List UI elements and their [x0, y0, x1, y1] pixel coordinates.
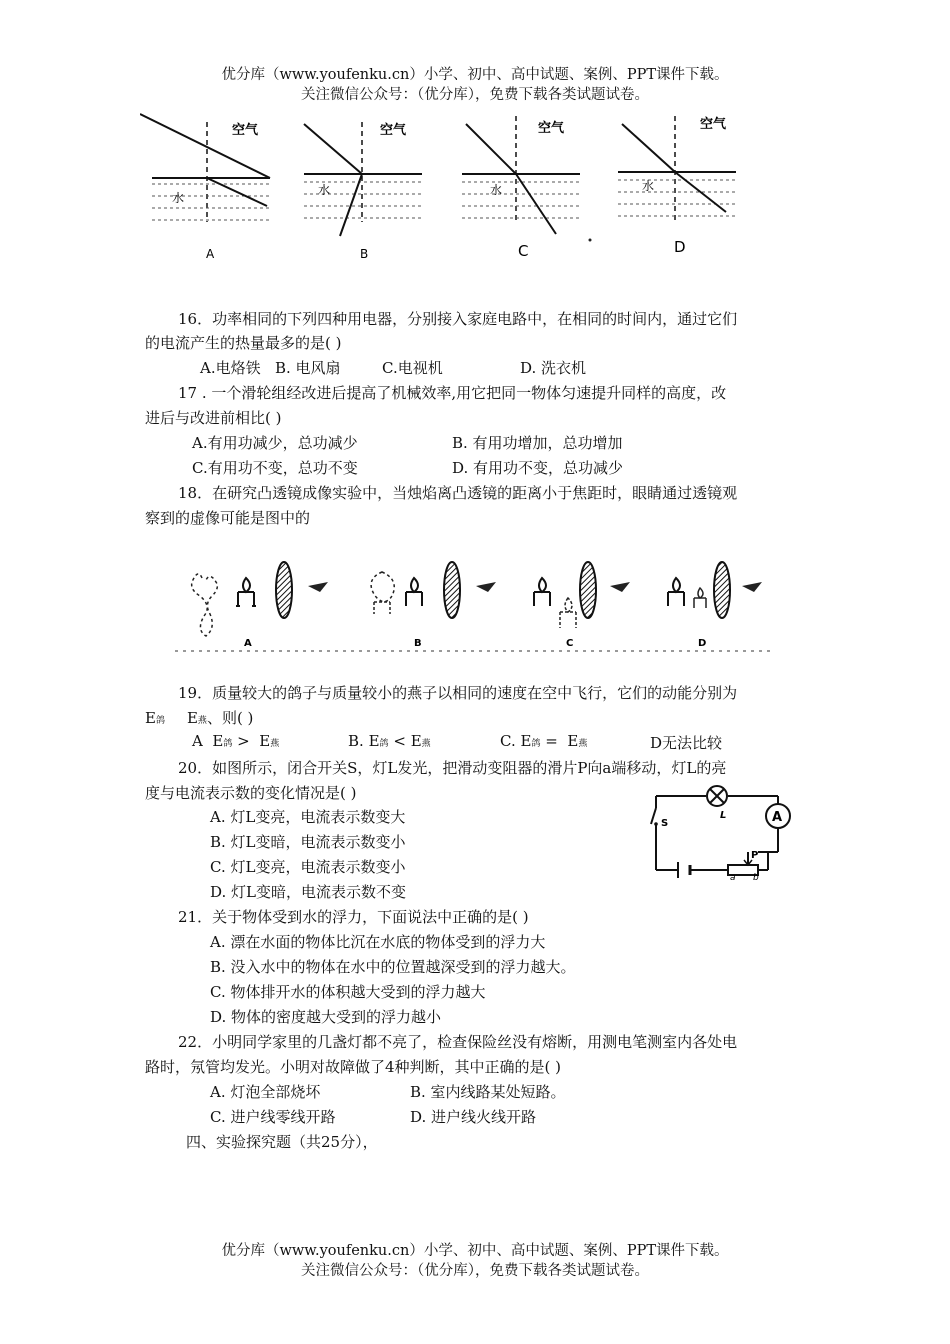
air-label-a: 空气: [232, 123, 259, 138]
q21-stem: 21．关于物体受到水的浮力，下面说法中正确的是( ): [178, 908, 529, 926]
q17-option-b: B. 有用功增加，总功增加: [452, 434, 623, 452]
q21-option-a: A. 漂在水面的物体比沉在水底的物体受到的浮力大: [210, 933, 546, 951]
q20-option-c: C. 灯L变亮，电流表示数变小: [210, 858, 406, 876]
q22-option-c: C. 进户线零线开路: [210, 1108, 336, 1126]
q16-stem-line-1: 16．功率相同的下列四种用电器，分别接入家庭电路中，在相同的时间内，通过它们: [178, 310, 738, 328]
q19-stem-line-2: E鸽 E燕、则( ): [145, 709, 254, 727]
switch-symbol: [651, 808, 658, 826]
lamp-label: L: [720, 810, 727, 821]
lens-label-a: A: [244, 638, 252, 649]
q21-option-b: B. 没入水中的物体在水中的位置越深受到的浮力越大。: [210, 958, 576, 976]
lens-option-d: [668, 562, 762, 649]
lamp-symbol: [707, 786, 727, 806]
air-label-c: 空气: [538, 121, 565, 136]
q20-stem-line-2: 度与电流表示数的变化情况是( ): [145, 784, 357, 802]
footer-line-2: 关注微信公众号：（优分库），免费下载各类试题试卷。: [301, 1263, 649, 1279]
q16-option-c: C.电视机: [382, 359, 443, 377]
lens-label-c: C: [566, 638, 574, 649]
water-label-c: 水: [490, 183, 503, 197]
refraction-option-c: [462, 116, 580, 260]
q16-option-d: D. 洗衣机: [520, 359, 587, 377]
q19-option-b: B. E鸽 < E燕: [348, 732, 431, 750]
section-4-title: 四、实验探究题（共25分），: [186, 1133, 378, 1151]
refraction-option-d: [618, 116, 736, 256]
q21-option-c: C. 物体排开水的体积越大受到的浮力越大: [210, 983, 486, 1001]
water-label-b: 水: [318, 183, 331, 197]
lens-option-a: [192, 562, 328, 649]
q22-option-a: A. 灯泡全部烧坏: [210, 1083, 321, 1101]
q20-option-d: D. 灯L变暗，电流表示数不变: [210, 883, 406, 901]
q21-option-d: D. 物体的密度越大受到的浮力越小: [210, 1008, 442, 1026]
lens-figure: [170, 548, 780, 658]
q22-stem-line-2: 路时，氖管均发光。小明对故障做了4种判断，其中正确的是( ): [145, 1058, 562, 1076]
q16-stem-line-2: 的电流产生的热量最多的是( ): [145, 334, 342, 352]
footer-line-1: 优分库（www.youfenku.cn）小学、初中、高中试题、案例、PPT课件下载。: [221, 1243, 729, 1259]
ammeter-label: A: [772, 810, 783, 825]
circuit-diagram: [648, 780, 808, 880]
lens-option-c: [534, 562, 630, 649]
q20-option-a: A. 灯L变亮，电流表示数变大: [210, 808, 406, 826]
refraction-option-a: [140, 114, 270, 261]
option-label-a: A: [206, 247, 215, 261]
battery-symbol: [678, 862, 690, 878]
end-a-label: a: [730, 873, 736, 880]
header-line-2: 关注微信公众号：（优分库），免费下载各类试题试卷。: [301, 87, 649, 103]
lens-label-b: B: [414, 638, 422, 649]
q18-stem-line-2: 察到的虚像可能是图中的: [145, 509, 311, 527]
q22-stem-line-1: 22．小明同学家里的几盏灯都不亮了，检查保险丝没有熔断，用测电笔测室内各处电: [178, 1033, 738, 1051]
end-b-label: b: [753, 873, 759, 880]
option-label-c: C: [518, 242, 529, 260]
water-label-d: 水: [642, 179, 655, 193]
slider-label: P: [751, 850, 759, 861]
q19-stem-line-1: 19．质量较大的鸽子与质量较小的燕子以相同的速度在空中飞行，它们的动能分别为: [178, 684, 738, 702]
q16-option-b: B. 电风扇: [275, 359, 341, 377]
q17-option-a: A.有用功减少，总功减少: [192, 434, 358, 452]
q20-stem-line-1: 20．如图所示，闭合开关S，灯L发光，把滑动变阻器的滑片P向a端移动，灯L的亮: [178, 759, 727, 777]
switch-label: S: [661, 818, 669, 829]
option-label-d: D: [674, 238, 686, 256]
q17-stem-line-1: 17 . 一个滑轮组经改进后提高了机械效率,用它把同一物体匀速提升同样的高度，改: [178, 384, 727, 402]
air-label-d: 空气: [700, 117, 727, 132]
lens-label-d: D: [698, 638, 707, 649]
air-label-b: 空气: [380, 123, 407, 138]
q19-option-d: D无法比较: [650, 734, 723, 752]
q19-option-a: A E鸽 > E燕: [192, 732, 280, 750]
q18-stem-line-1: 18．在研究凸透镜成像实验中，当烛焰离凸透镜的距离小于焦距时，眼睛通过透镜观: [178, 484, 738, 502]
q17-option-d: D. 有用功不变，总功减少: [452, 459, 624, 477]
water-label-a: 水: [172, 191, 185, 205]
q22-option-d: D. 进户线火线开路: [410, 1108, 537, 1126]
q16-option-a: A.电烙铁: [200, 359, 261, 377]
option-label-b: B: [360, 247, 369, 261]
header-line-1: 优分库（www.youfenku.cn）小学、初中、高中试题、案例、PPT课件下载。: [221, 67, 729, 83]
q22-option-b: B. 室内线路某处短路。: [410, 1083, 566, 1101]
q19-option-c: C. E鸽 = E燕: [500, 732, 588, 750]
q17-option-c: C.有用功不变，总功不变: [192, 459, 358, 477]
q17-stem-line-2: 进后与改进前相比( ): [145, 409, 282, 427]
q20-option-b: B. 灯L变暗，电流表示数变小: [210, 833, 406, 851]
refraction-option-b: [304, 122, 422, 261]
refraction-figure: [140, 112, 760, 262]
lens-option-b: [371, 562, 496, 649]
